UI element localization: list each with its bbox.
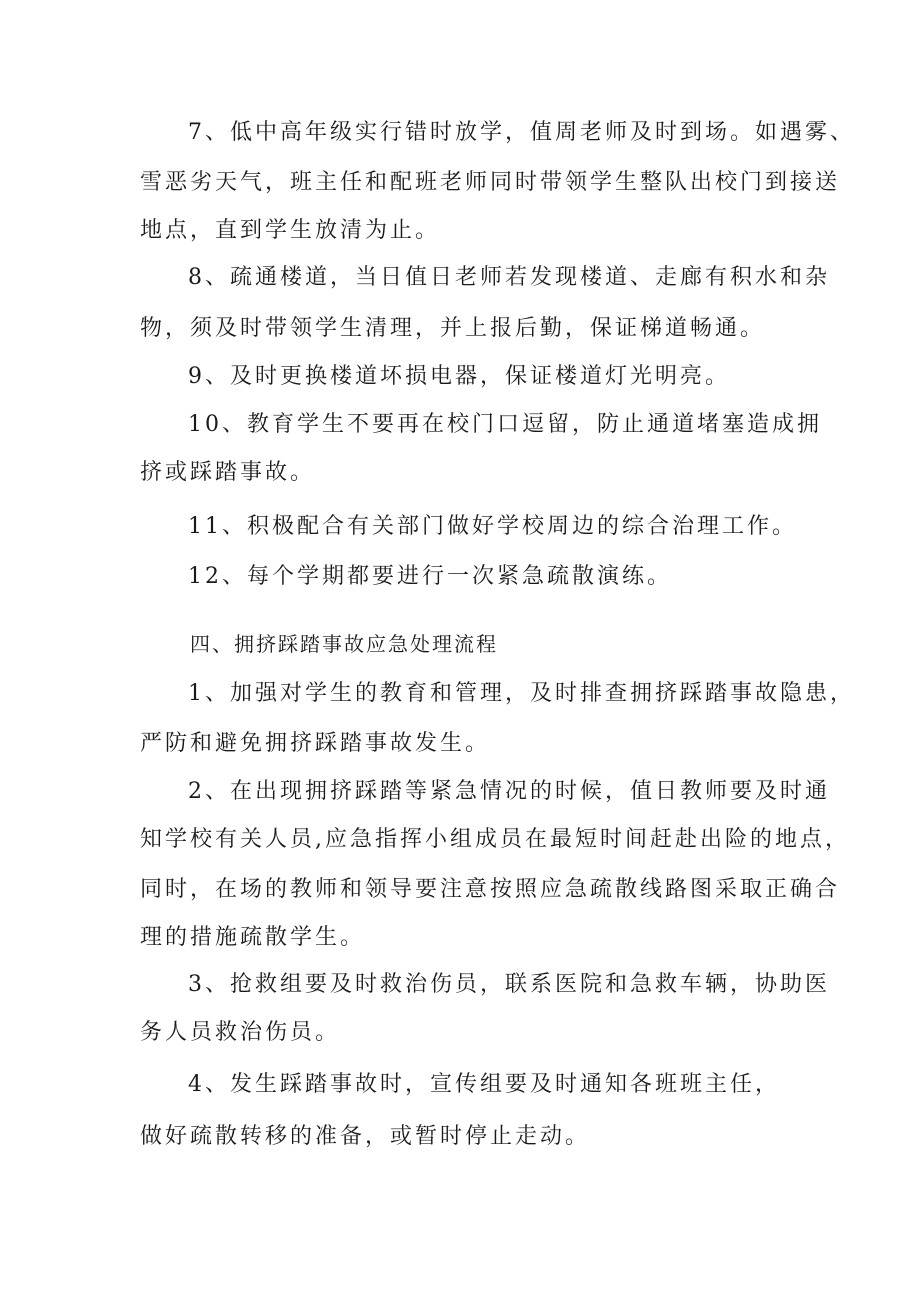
step-1-line-1: 1、加强对学生的教育和管理，及时排查拥挤踩踏事故隐患， <box>188 681 855 706</box>
step-2-line-4: 理的措施疏散学生。 <box>140 925 366 950</box>
item-11-line-1: 11、积极配合有关部门做好学校周边的综合治理工作。 <box>188 514 797 539</box>
item-8-line-1: 8、疏通楼道，当日值日老师若发现楼道、走廊有积水和杂 <box>188 265 830 290</box>
item-12-line-1: 12、每个学期都要进行一次紧急疏散演练。 <box>188 564 672 589</box>
step-3-line-1: 3、抢救组要及时救治伤员，联系医院和急救车辆，协助医 <box>188 972 830 997</box>
item-8-line-2: 物，须及时带领学生清理，并上报后勤，保证梯道畅通。 <box>140 316 766 341</box>
item-7-line-3: 地点，直到学生放清为止。 <box>140 218 441 243</box>
step-1-line-2: 严防和避免拥挤踩踏事故发生。 <box>140 731 491 756</box>
item-10-line-1: 10、教育学生不要再在校门口逗留，防止通道堵塞造成拥 <box>188 412 822 437</box>
item-7-line-2: 雪恶劣天气，班主任和配班老师同时带领学生整队出校门到接送 <box>140 170 841 195</box>
step-2-line-2: 知学校有关人员,应急指挥小组成员在最短时间赶赴出险的地点， <box>140 827 850 852</box>
step-4-line-2: 做好疏散转移的准备，或暂时停止走动。 <box>140 1124 591 1149</box>
step-3-line-2: 务人员救治伤员。 <box>140 1020 341 1045</box>
step-4-line-1: 4、发生踩踏事故时，宣传组要及时通知各班班主任， <box>188 1072 780 1097</box>
item-9-line-1: 9、及时更换楼道坏损电器，保证楼道灯光明亮。 <box>188 364 730 389</box>
section-heading: 四、拥挤踩踏事故应急处理流程 <box>190 632 498 656</box>
step-2-line-1: 2、在出现拥挤踩踏等紧急情况的时候，值日教师要及时通 <box>188 779 830 804</box>
item-10-line-2: 挤或踩踏事故。 <box>140 460 316 485</box>
item-7-line-1: 7、低中高年级实行错时放学，值周老师及时到场。如遇雾、 <box>188 120 855 145</box>
step-2-line-3: 同时，在场的教师和领导要注意按照应急疏散线路图采取正确合 <box>140 877 841 902</box>
